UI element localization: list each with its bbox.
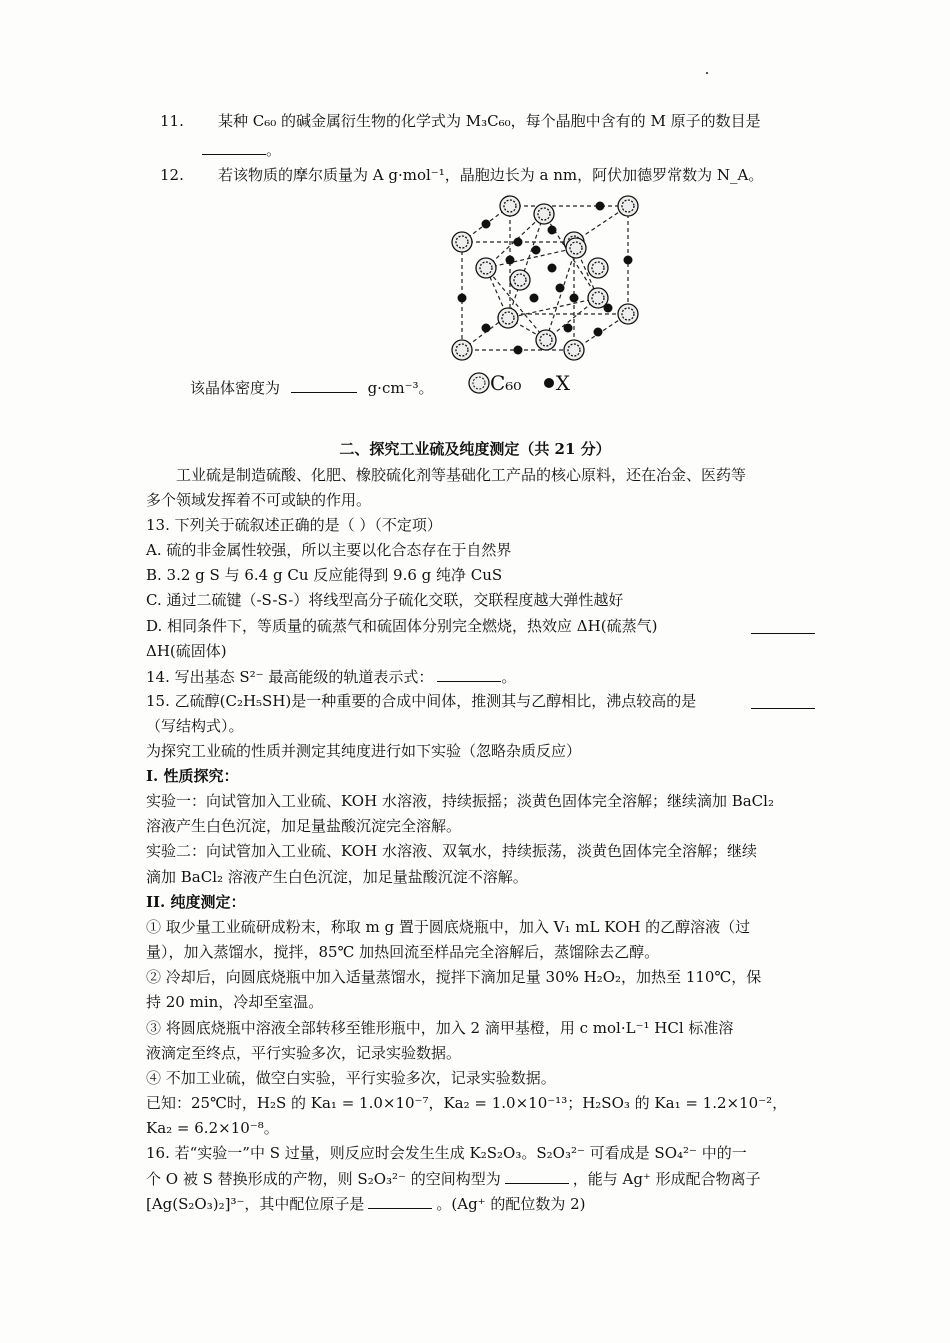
q16-line-1: 16. 若“实验一”中 S 过量，则反应时会发生生成 K₂S₂O₃。S₂O₃²⁻ 可看成是 SO₄²⁻ 中的一 [146, 1144, 747, 1162]
x-legend-icon [542, 376, 556, 390]
q13-d-blank[interactable] [751, 617, 815, 634]
q16-atom-blank[interactable] [368, 1192, 432, 1209]
c60-molecule [618, 196, 638, 216]
question-15 [146, 690, 815, 712]
intro-line-1: 工业硫是制造硫酸、化肥、橡胶硫化剂等基础化工产品的核心原料，还在冶金、医药等 [176, 466, 747, 484]
c60-molecules [452, 196, 638, 360]
q11-number: 11. [160, 112, 184, 130]
exp1-line-1: 实验一：向试管加入工业硫、KOH 水溶液，持续振摇；淡黄色固体完全溶解；继续滴加 BaCl₂ [146, 792, 774, 810]
figure-legend [468, 370, 570, 396]
question-14 [146, 665, 815, 688]
question-11 [160, 110, 815, 132]
crystal-cell-figure [448, 188, 648, 368]
q16-line-3-a: [Ag(S₂O₃)₂]³⁻，其中配位原子是 [146, 1195, 365, 1213]
c60-molecule [476, 258, 496, 278]
step1-line-1: ① 取少量工业硫研成粉末，称取 m g 置于圆底烧瓶中，加入 V₁ mL KOH 的乙醇溶液（过 [146, 918, 751, 936]
q15-blank[interactable] [751, 692, 815, 709]
q11-blank[interactable] [202, 138, 266, 155]
exp2-line-1: 实验二：向试管加入工业硫、KOH 水溶液、双氧水，持续振荡，淡黄色固体完全溶解；继续 [146, 842, 757, 860]
q11-tail: 。 [266, 141, 282, 159]
part1-title: I. 性质探究： [146, 767, 239, 785]
q13-option-d-cont: ΔH(硫固体) [146, 642, 227, 660]
stray-mark [706, 72, 708, 74]
q15-cont: （写结构式）。 [146, 717, 244, 735]
c60-molecule [510, 270, 530, 290]
c60-molecule [500, 196, 520, 216]
c60-molecule [564, 340, 584, 360]
q16-line-2-a: 个 O 被 S 替换形成的产物，则 S₂O₃²⁻ 的空间构型为 [146, 1170, 501, 1188]
q13-stem: 13. 下列关于硫叙述正确的是（ ）（不定项） [146, 516, 442, 534]
step1-line-2: 量），加入蒸馏水，搅拌，85℃ 加热回流至样品完全溶解后，蒸馏除去乙醇。 [146, 943, 660, 961]
question-12 [160, 164, 815, 186]
q15-text: 15. 乙硫醇(C₂H₅SH)是一种重要的合成中间体，推测其与乙醇相比，沸点较高的是 [146, 692, 697, 710]
step3-line-1: ③ 将圆底烧瓶中溶液全部转移至锥形瓶中，加入 2 滴甲基橙，用 c mol·L⁻¹ HCl 标准溶 [146, 1019, 734, 1037]
q14-tail: 。 [501, 668, 517, 686]
exp2-line-2: 滴加 BaCl₂ 溶液产生白色沉淀，加足量盐酸沉淀不溶解。 [146, 868, 528, 886]
q12-text: 若该物质的摩尔质量为 A g·mol⁻¹，晶胞边长为 a nm，阿伏加德罗常数为 N_A。 [218, 166, 764, 184]
c60-molecule [566, 238, 586, 258]
q16-shape-blank[interactable] [505, 1167, 569, 1184]
density-blank[interactable] [291, 376, 357, 393]
q16-line-3-b: 。(Ag⁺ 的配位数为 2) [436, 1195, 586, 1213]
c60-molecule [498, 308, 518, 328]
density-unit: g·cm⁻³。 [367, 379, 434, 397]
c60-molecule [588, 258, 608, 278]
q11-text: 某种 C₆₀ 的碱金属衍生物的化学式为 M₃C₆₀，每个晶胞中含有的 M 原子的数目是 [218, 112, 761, 130]
c60-molecule [534, 204, 554, 224]
c60-molecule [452, 232, 472, 252]
legend-x-label: X [555, 371, 570, 395]
c60-legend-icon [468, 372, 490, 394]
q13-option-c: C. 通过二硫键（-S-S-）将线型高分子硫化交联，交联程度越大弹性越好 [146, 591, 624, 609]
c60-molecule [618, 304, 638, 324]
exp1-line-2: 溶液产生白色沉淀，加足量盐酸沉淀完全溶解。 [146, 817, 462, 835]
density-prefix: 该晶体密度为 [190, 379, 281, 397]
q14-blank[interactable] [437, 665, 501, 682]
q16-line-2-b: ，能与 Ag⁺ 形成配合物离子 [572, 1170, 761, 1188]
q13-option-d-text: D. 相同条件下，等质量的硫蒸气和硫固体分别完全燃烧，热效应 ΔH(硫蒸气) [146, 617, 658, 635]
q13-option-b: B. 3.2 g S 与 6.4 g Cu 反应能得到 9.6 g 纯净 CuS [146, 566, 503, 584]
c60-molecule [536, 330, 556, 350]
q13-option-d [146, 615, 815, 637]
section-title: 二、探究工业硫及纯度测定（共 21 分） [339, 440, 611, 458]
q16-line-2 [146, 1167, 815, 1190]
explore-intro: 为探究工业硫的性质并测定其纯度进行如下实验（忽略杂质反应） [146, 742, 582, 760]
q13-option-a: A. 硫的非金属性较强，所以主要以化合态存在于自然界 [146, 541, 512, 559]
step4-line: ④ 不加工业硫，做空白实验，平行实验多次，记录实验数据。 [146, 1069, 556, 1087]
c60-molecule [452, 340, 472, 360]
step2-line-1: ② 冷却后，向圆底烧瓶中加入适量蒸馏水，搅拌下滴加足量 30% H₂O₂，加热至 110℃，保 [146, 968, 762, 986]
q14-text: 14. 写出基态 S²⁻ 最高能级的轨道表示式： [146, 668, 434, 686]
step3-line-2: 液滴定至终点，平行实验多次，记录实验数据。 [146, 1044, 462, 1062]
q11-answer-line [202, 138, 815, 161]
intro-line-2: 多个领域发挥着不可或缺的作用。 [146, 491, 372, 509]
legend-c60-label: C₆₀ [490, 371, 522, 395]
known-line-1: 已知：25℃时，H₂S 的 Ka₁ = 1.0×10⁻⁷，Ka₂ = 1.0×10⁻¹³；H₂SO₃ 的 Ka₁ = 1.2×10⁻²， [146, 1094, 788, 1112]
known-line-2: Ka₂ = 6.2×10⁻⁸。 [146, 1119, 279, 1137]
q16-line-3 [146, 1192, 815, 1215]
part2-title: II. 纯度测定： [146, 893, 246, 911]
step2-line-2: 持 20 min，冷却至室温。 [146, 993, 324, 1011]
q12-number: 12. [160, 166, 184, 184]
